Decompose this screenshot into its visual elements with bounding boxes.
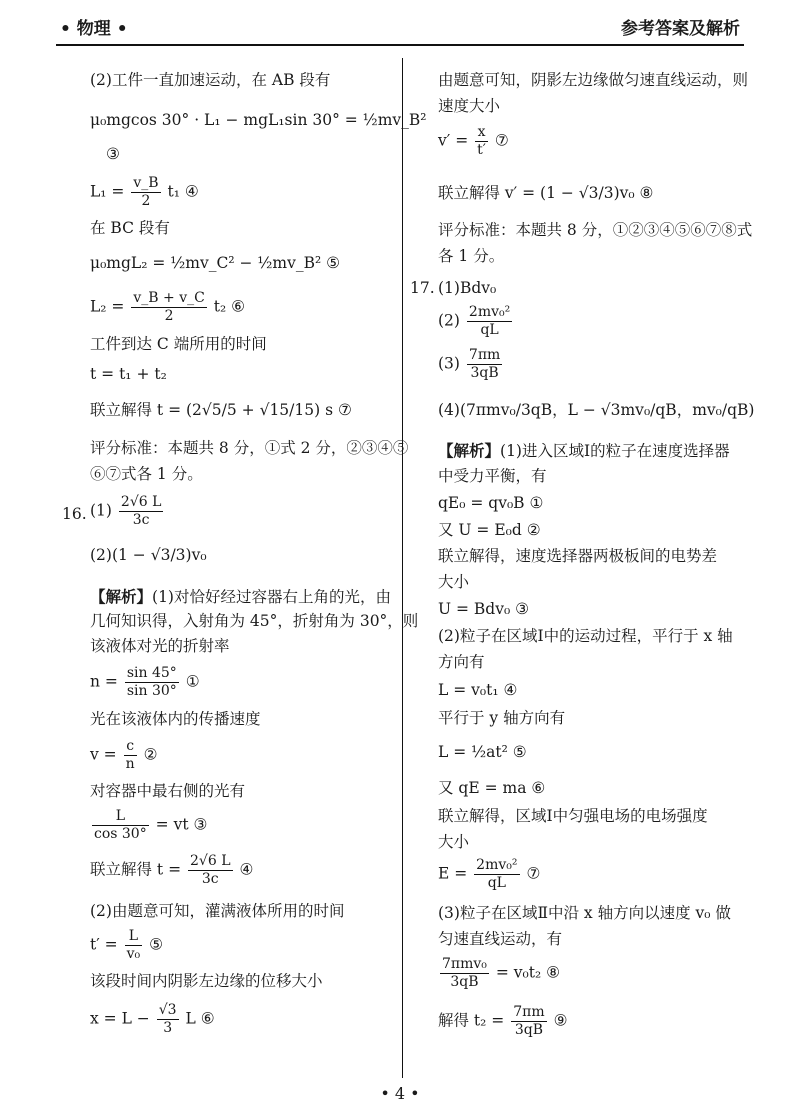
q16-analysis-2: 几何知识得，入射角为 45°，折射角为 30°，则 [90,612,419,630]
left-line-bc: 在 BC 段有 [90,219,170,237]
q16-answer-1: (1) $\frac{2√6 L}{3c}$ [90,494,162,528]
q16-analysis-3: 该液体对光的折射率 [90,637,230,655]
q16-eq-x: x = L − $\frac{√3}{3}$ L ⑥ [90,1002,215,1036]
right-scoring-2: 各 1 分。 [438,247,505,265]
q17-answer-1: (1)Bdv₀ [438,279,497,297]
question-16-number: 16. [62,505,87,523]
header-rule [56,44,744,46]
q17-eq-3: U = Bdv₀ ③ [438,600,530,618]
q17-analysis-8: 联立解得，区域Ⅰ中匀强电场的电场强度 [438,807,708,825]
q17-eq-1: qE₀ = qv₀B ① [438,494,544,512]
column-divider [402,58,403,1078]
q17-eq-4: L = v₀t₁ ④ [438,681,518,699]
right-eq-vprime: v′ = $\frac{x}{t'}$ ⑦ [438,124,509,158]
left-eq-energy-ab: μ₀mgcos 30° · L₁ − mgL₁sin 30° = ½mv_B² [90,111,427,129]
header-subject: • 物理 • [60,19,128,39]
left-eq-t-sum: t = t₁ + t₂ [90,365,167,383]
q17-analysis-6: 方向有 [438,653,485,671]
left-scoring-2: ⑥⑦式各 1 分。 [90,465,203,483]
q17-answer-4: (4)(7πmv₀/3qB，L − √3mv₀/qB，mv₀/qB) [438,401,755,419]
q16-eq-cos: $\frac{L}{\cos 30^\circ}$ = vt ③ [94,808,208,842]
q17-eq-9: 解得 t₂ = $\frac{7\pi m}{3qB}$ ⑨ [438,1004,568,1038]
q16-answer-2: (2)(1 − √3/3)v₀ [90,546,207,564]
left-line-1: (2)工件一直加速运动，在 AB 段有 [90,71,331,89]
left-eq-energy-bc: μ₀mgL₂ = ½mv_C² − ½mv_B² ⑤ [90,254,341,272]
left-eq-l1: L₁ = $\frac{v\_B}{2}$ t₁ ④ [90,175,199,209]
q17-analysis-5: (2)粒子在区域Ⅰ中的运动过程，平行于 x 轴 [438,627,733,645]
left-eq-marker-3: ③ [106,145,120,163]
left-eq-l2: L₂ = $\frac{v\_B + v\_C}{2}$ t₂ ⑥ [90,290,246,324]
q17-analysis-4: 大小 [438,573,470,591]
q17-analysis-7: 平行于 y 轴方向有 [438,709,566,727]
q17-eq-7: E = $\frac{\text{2mv₀²}}{qL}$ ⑦ [438,857,541,891]
q16-analysis-6: (2)由题意可知，灌满液体所用的时间 [90,902,345,920]
question-17-number: 17. [410,279,435,297]
q16-analysis-7: 该段时间内阴影左边缘的位移大小 [90,972,323,990]
q17-eq-5: L = ½at² ⑤ [438,743,527,761]
right-line-1: 由题意可知，阴影左边缘做匀速直线运动，则 [438,71,749,89]
q17-analysis-1: 【解析】(1)进入区域Ⅰ的粒子在速度选择器 [438,441,730,460]
q17-analysis-3: 联立解得，速度选择器两极板间的电势差 [438,547,718,565]
q16-eq-v: v = $\frac{c}{n}$ ② [90,738,158,772]
q17-analysis-11: 匀速直线运动，有 [438,930,563,948]
q17-answer-2: (2) $\frac{\text{2mv₀²}}{qL}$ [438,304,511,338]
right-eq-result-vprime: 联立解得 v′ = (1 − √3/3)v₀ ⑧ [438,184,654,202]
q16-analysis-5: 对容器中最右侧的光有 [90,782,246,800]
q16-eq-n: n = $\frac{\sin 45^\circ}{\sin 30^\circ}$ ① [90,665,200,699]
left-eq-result-t: 联立解得 t = (2√5/5 + √15/15) s ⑦ [90,401,352,419]
q17-eq-8: 7πmv₀ 3qB = v₀t₂ ⑧ [442,956,560,990]
page-number: • 4 • [380,1084,420,1103]
q16-analysis-1: 【解析】(1)对恰好经过容器右上角的光，由 [90,587,391,606]
q17-eq-6: 又 qE = ma ⑥ [438,779,546,797]
q17-analysis-10: (3)粒子在区域Ⅱ中沿 x 轴方向以速度 v₀ 做 [438,904,731,922]
q16-eq-t: 联立解得 t = $\frac{2√6 L}{3c}$ ④ [90,853,254,887]
q17-analysis-9: 大小 [438,833,470,851]
left-scoring-1: 评分标准：本题共 8 分，①式 2 分，②③④⑤ [90,439,409,457]
q16-analysis-4: 光在该液体内的传播速度 [90,710,261,728]
q17-eq-2: 又 U = E₀d ② [438,521,541,539]
left-line-time: 工件到达 C 端所用的时间 [90,335,267,353]
header-title: 参考答案及解析 [621,19,740,39]
q17-analysis-2: 中受力平衡，有 [438,467,547,485]
right-scoring-1: 评分标准：本题共 8 分，①②③④⑤⑥⑦⑧式 [438,221,753,239]
q16-eq-tprime: t′ = $\frac{L}{\text{v₀}}$ ⑤ [90,928,163,962]
q17-answer-3: (3) $\frac{7\pi m}{3qB}$ [438,347,501,381]
right-line-2: 速度大小 [438,97,501,115]
